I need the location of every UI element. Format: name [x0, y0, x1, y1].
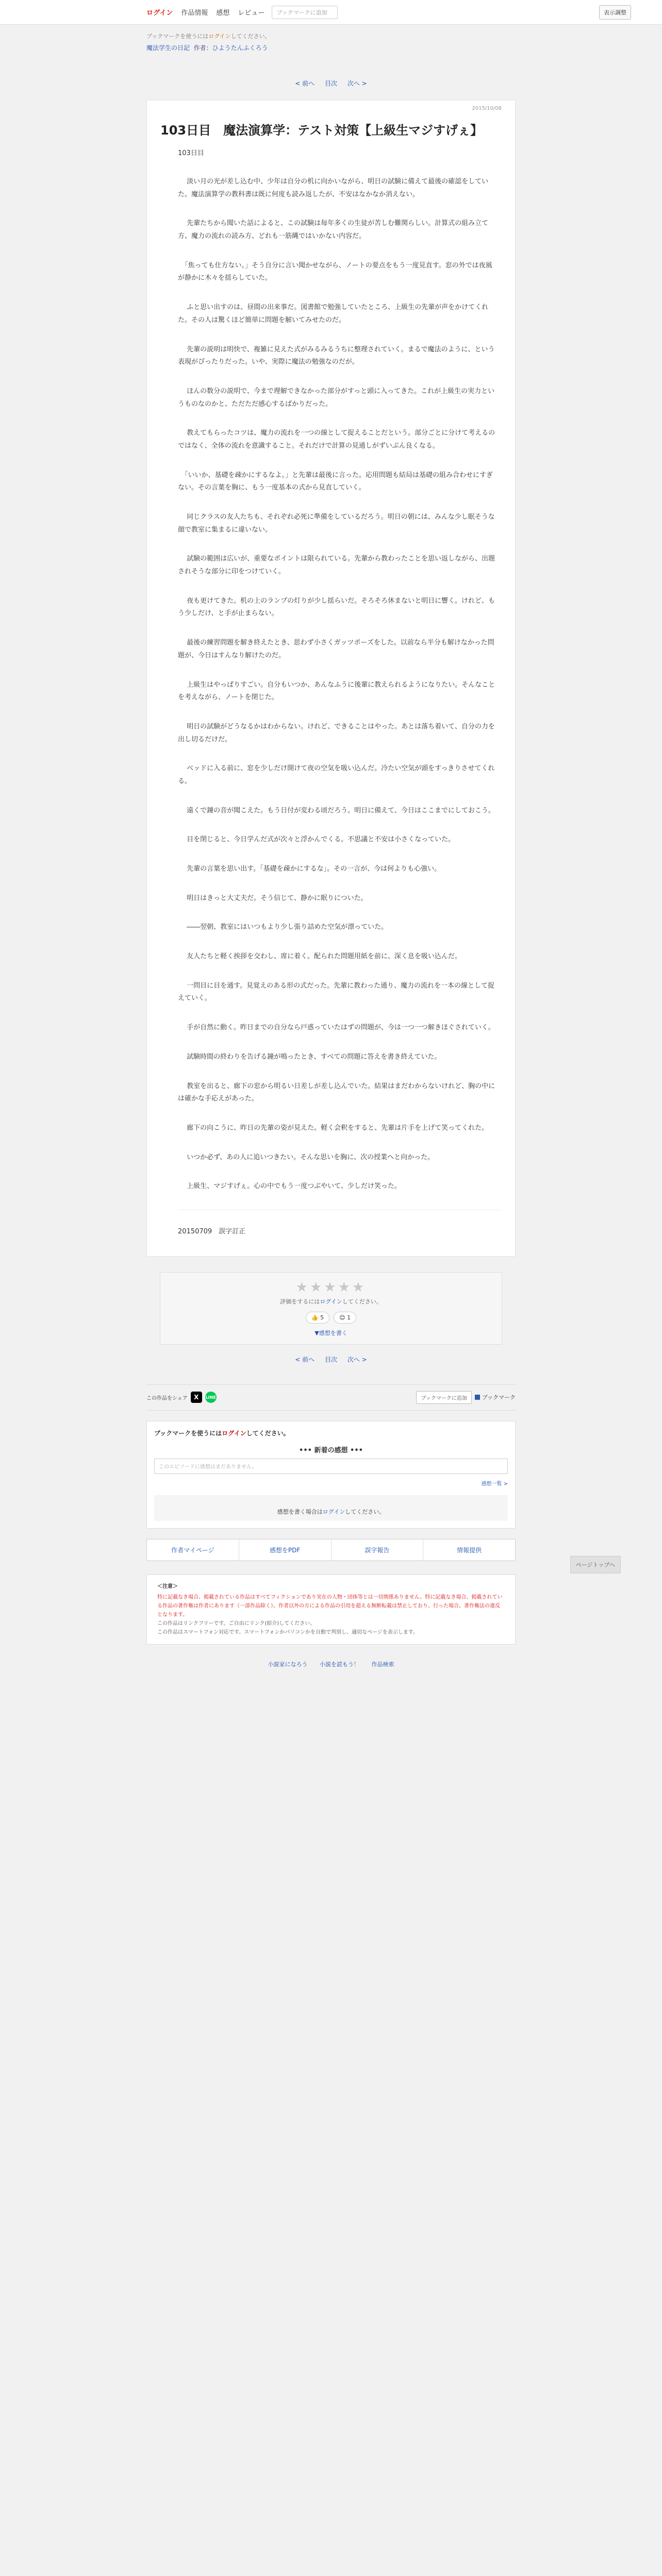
body-paragraph: 最後の練習問題を解き終えたとき、思わず小さくガッツポーズをした。以前なら半分も解けなかった問題が、今日はすんなり解けたのだ。	[178, 639, 494, 659]
index-link-bottom[interactable]: 目次	[324, 1355, 337, 1363]
body-paragraph: 上級生はやっぱりすごい。自分もいつか、あんなふうに後輩に教えられるようになりたい。そんなことを考えながら、ノートを閉じた。	[178, 681, 495, 702]
bookmark-group	[416, 1391, 516, 1404]
body-paragraph: 先輩たちから聞いた話によると、この試験は毎年多くの生徒が苦しむ難関らしい。計算式の組み立て方、魔力の流れの読み方、どれも一筋縄ではいかない内容だ。	[178, 219, 489, 241]
page-content	[146, 25, 516, 1684]
impressions-notice-suffix: してください。	[246, 1429, 290, 1437]
notice-heading: ＜注意＞	[157, 1583, 178, 1589]
prev-link[interactable]: < 前へ	[295, 80, 315, 87]
body-paragraph: ほんの数分の説明で、今まで理解できなかった部分がすっと頭に入ってきた。これが上級生の実力というものなのかと、ただただ感心するばかりだった。	[178, 387, 495, 408]
body-paragraph: ――翌朝、教室にはいつもより少し張り詰めた空気が漂っていた。	[178, 923, 388, 931]
episode-day-label: 103日目	[178, 149, 204, 157]
share-label: この作品をシェア	[146, 1395, 188, 1401]
tab-author-page[interactable]: 作者マイページ	[147, 1539, 239, 1561]
body-paragraph: 先輩の説明は明快で、複雑に見えた式がみるみるうちに整理されていく。まるで魔法のように、という表現がぴったりだった。いや、実際に魔法の勉強なのだが。	[178, 345, 495, 366]
tab-typo-report[interactable]: 誤字報告	[332, 1539, 424, 1561]
notice-box	[146, 1574, 516, 1645]
impressions-list-link[interactable]: 感想一覧 >	[481, 1481, 508, 1487]
body-paragraph: 一問目に目を通す。見覚えのある形の式だった。先輩に教わった通り、魔力の流れを一本の線として捉えていく。	[178, 981, 494, 1003]
reaction-buttons	[168, 1312, 494, 1324]
body-paragraph: 「いいか、基礎を疎かにするなよ。」と先輩は最後に言った。応用問題も結局は基礎の組み合わせにすぎない。その言葉を胸に、もう一度基本の式から見直していく。	[178, 471, 493, 492]
body-paragraph: 「焦っても仕方ない。」そう自分に言い聞かせながら、ノートの要点をもう一度見直す。窓の外では夜風が静かに木々を揺らしていた。	[178, 261, 492, 282]
notice-link-free: この作品はリンクフリーです。ご自由にリンク(紹介)してください。	[157, 1620, 316, 1626]
author-label: 作者：	[193, 44, 212, 52]
footer-link-narou[interactable]: 小説家になろう	[268, 1660, 308, 1668]
body-paragraph: 先輩の言葉を思い出す。「基礎を疎かにするな」。その一言が、今は何よりも心強い。	[178, 865, 441, 873]
body-paragraph: 試験の範囲は広いが、重要なポイントは限られている。先輩から教わったことを思い返しながら、出題されそうな部分に印をつけていく。	[178, 555, 495, 576]
bookmark-button[interactable]	[475, 1393, 516, 1401]
body-paragraph: いつか必ず、あの人に追いつきたい。そんな思いを胸に、次の授業へと向かった。	[178, 1153, 435, 1161]
body-paragraph: ふと思い出すのは、昼間の出来事だ。図書館で勉強していたところ、上級生の先輩が声をかけてくれた。その人は驚くほど簡単に問題を解いてみせたのだ。	[178, 303, 489, 324]
notice-copyright: 特に記載なき場合、掲載されている作品はすべてフィクションであり実在の人物・団体等とは一切関係ありません。特に記載なき場合、掲載されている作品の著作権は作者にあります（一部作品除く）。作者以外の方による作品の引用を超える無断転載は禁止しており、行った場合、著作権法の違反となります。	[157, 1594, 503, 1618]
body-paragraph: 上級生、マジすげぇ。心の中でもう一度つぶやいて、少しだけ笑った。	[178, 1182, 401, 1191]
body-paragraph: 教えてもらったコツは、魔力の流れを一つの線として捉えることだという。部分ごとに分けて考えるのではなく、全体の流れを意識すること。それだけで計算の見通しがずいぶん良くなる。	[178, 429, 495, 450]
episode-title: 103日目 魔法演算学：テスト対策【上級生マジすげぇ】	[160, 123, 483, 138]
body-paragraph: 淡い月の光が差し込む中、少年は自分の机に向かいながら、明日の試験に備えて最後の確認をしていた。魔法演算学の教科書は既に何度も読み返したが、不安はなかなか消えない。	[178, 178, 489, 198]
impressions-placeholder: このエピソードに感想はまだありません。	[154, 1459, 508, 1474]
episode-body	[160, 176, 502, 1193]
bookmark-login-link[interactable]: ログイン	[208, 33, 231, 40]
impressions-link[interactable]: 感想	[216, 9, 230, 17]
page-top-button[interactable]: ページトップへ	[570, 1556, 621, 1573]
episode-main	[146, 100, 516, 1257]
header-nav	[146, 7, 264, 17]
impressions-login-suffix: してください。	[345, 1508, 385, 1515]
next-link-bottom[interactable]: 次へ >	[347, 1355, 367, 1363]
body-paragraph: 廊下の向こうに、昨日の先輩の姿が見えた。軽く会釈をすると、先輩は片手を上げて笑ってくれた。	[178, 1124, 489, 1132]
footer-link-search[interactable]: 作品検索	[371, 1660, 394, 1668]
impressions-login-link[interactable]: ログイン	[222, 1429, 246, 1437]
body-paragraph: 夜も更けてきた。机の上のランプの灯りが少し揺らいだ。そろそろ休まないと明日に響く。けれど、もう少しだけ、と手が止まらない。	[178, 597, 495, 618]
body-paragraph: 明日の試験がどうなるかはわからない。けれど、できることはやった。あとは落ち着いて、自分の力を出し切るだけだ。	[178, 722, 495, 743]
share-group	[146, 1392, 217, 1403]
bookmark-label: ブックマーク	[482, 1394, 516, 1401]
index-link[interactable]: 目次	[324, 80, 337, 87]
bookmark-notice	[146, 25, 516, 43]
episode-date: 2015/10/08	[472, 106, 502, 111]
body-paragraph: ベッドに入る前に、窓を少しだけ開けて夜の空気を吸い込んだ。冷たい空気が頭をすっきりさせてくれる。	[178, 765, 495, 785]
line-share-icon[interactable]: LINE	[205, 1392, 217, 1403]
impressions-box	[146, 1421, 516, 1529]
body-paragraph: 同じクラスの友人たちも、それぞれ必死に準備をしているだろう。明日の朝には、みんな少し眠そうな顔で教室に集まるに違いない。	[178, 513, 495, 534]
body-paragraph: 明日はきっと大丈夫だ。そう信じて、静かに眠りについた。	[178, 894, 368, 902]
bookmark-icon	[475, 1395, 480, 1400]
prev-link-bottom[interactable]: < 前へ	[295, 1355, 315, 1363]
rating-note-suffix: してください。	[342, 1298, 382, 1305]
reaction-thumbs-up[interactable]: 👍 5	[306, 1312, 329, 1324]
footer-links	[146, 1645, 516, 1684]
bookmark-notice-prefix: ブックマークを使うには	[146, 33, 209, 40]
rating-login-link[interactable]: ログイン	[320, 1298, 342, 1305]
impressions-notice	[154, 1429, 508, 1437]
share-bar	[146, 1384, 516, 1411]
top-pager	[146, 58, 516, 100]
body-paragraph: 教室を出ると、廊下の窓から明るい日差しが差し込んでいた。結果はまだわからないけれど、胸の中には確かな手応えがあった。	[178, 1082, 495, 1103]
body-paragraph: 目を閉じると、今日学んだ式が次々と浮かんでくる。不思議と不安は小さくなっていた。	[178, 836, 455, 844]
bookmark-add-box[interactable]: ブックマークに追加	[416, 1391, 471, 1404]
login-link[interactable]: ログイン	[146, 9, 173, 17]
x-share-icon[interactable]: X	[191, 1392, 202, 1403]
episode-afterword: 20150709 誤字訂正	[178, 1210, 502, 1235]
notice-smartphone: この作品はスマートフォン対応です。スマートフォンかパソコンかを自動で判別し、適切なページを表示します。	[157, 1629, 418, 1635]
bottom-pager	[146, 1345, 516, 1379]
author-link[interactable]: ひようたんふくろう	[212, 44, 268, 52]
body-paragraph: 試験時間の終わりを告げる鐘が鳴ったとき、すべての問題に答えを書き終えていた。	[178, 1053, 441, 1061]
impressions-notice-prefix: ブックマークを使うには	[154, 1429, 222, 1437]
rating-box	[160, 1272, 502, 1345]
star-rating[interactable]: ★★★★★	[295, 1279, 367, 1295]
tab-info[interactable]: 情報提供	[457, 1546, 482, 1554]
body-paragraph: 手が自然に動く。昨日までの自分なら戸惑っていたはずの問題が、今は一つ一つ解きほぐされていく。	[178, 1024, 495, 1032]
bookmark-notice-suffix: してください。	[230, 33, 271, 40]
series-info	[146, 43, 516, 58]
rating-note-prefix: 評価をするには	[280, 1298, 320, 1305]
body-paragraph: 友人たちと軽く挨拶を交わし、席に着く。配られた問題用紙を前に、深く息を吸い込んだ。	[178, 953, 461, 961]
impressions-login-notice	[154, 1495, 508, 1521]
impressions-heading: ••• 新着の感想 •••	[299, 1446, 363, 1454]
display-settings-button[interactable]: 表示調整	[599, 5, 631, 20]
review-link[interactable]: レビュー	[238, 9, 265, 17]
impressions-login-prefix: 感想を書く場合は	[277, 1508, 323, 1515]
reaction-smile[interactable]: 😊 1	[334, 1312, 356, 1324]
tab-pdf[interactable]: 感想をPDF	[239, 1539, 332, 1561]
next-link[interactable]: 次へ >	[347, 80, 367, 87]
impressions-write-login-link[interactable]: ログイン	[322, 1508, 345, 1515]
work-info-link[interactable]: 作品情報	[181, 9, 208, 17]
footer-link-yomou[interactable]: 小説を読もう！	[320, 1660, 359, 1668]
rating-note	[168, 1297, 494, 1306]
series-title-link[interactable]: 魔法学生の日記	[146, 44, 190, 52]
bookmark-add-button[interactable]: ブックマークに追加	[272, 6, 338, 19]
top-header	[0, 0, 662, 25]
bottom-tabs	[146, 1539, 516, 1561]
write-impression-link[interactable]: ▼感想を書く	[315, 1329, 347, 1336]
body-paragraph: 遠くで鐘の音が聞こえた。もう日付が変わる頃だろう。明日に備えて、今日はここまでにしておこう。	[178, 806, 495, 815]
